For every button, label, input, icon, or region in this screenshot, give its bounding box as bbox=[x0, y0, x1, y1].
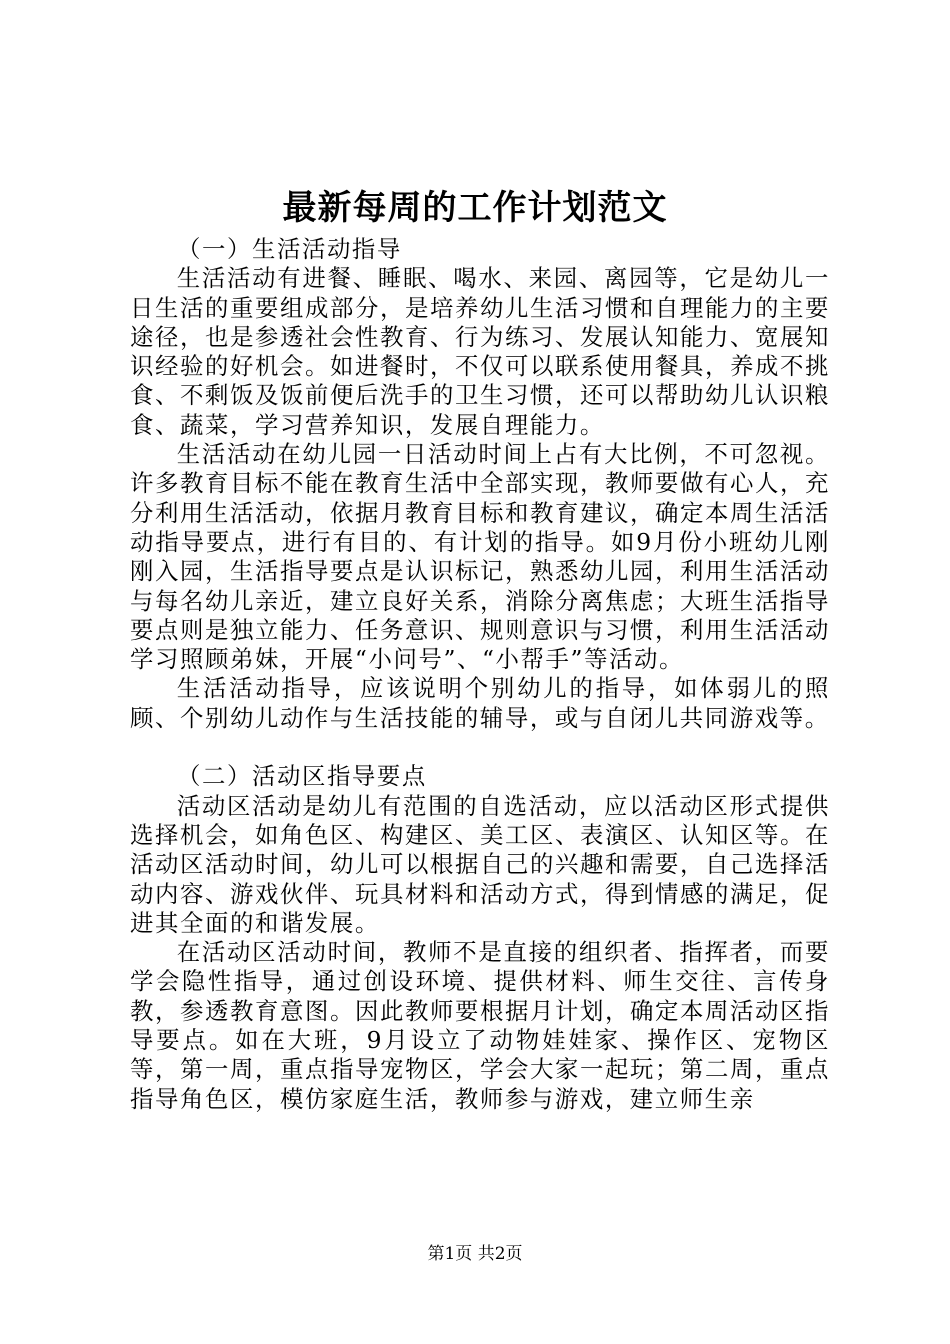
section-heading-1: （一）生活活动指导 bbox=[177, 235, 402, 263]
paragraph: 生活活动指导，应该说明个别幼儿的指导，如体弱儿的照顾、个别幼儿动作与生活技能的辅导，或与自闭儿共同游戏等。 bbox=[130, 674, 830, 732]
paragraph: 生活活动在幼儿园一日活动时间上占有大比例，不可忽视。许多教育目标不能在教育生活中全部实现，教师要做有心人，充分利用生活活动，依据月教育目标和教育建议，确定本周生活活动指导要点，进行有目的、有计划的指导。如9月份小班幼儿刚刚入园，生活指导要点是认识标记，熟悉幼儿园，利用生活活动与每名幼儿亲近，建立良好关系，消除分离焦虑；大班生活指导要点则是独立能力、任务意识、规则意识与习惯，利用生活活动学习照顾弟妹，开展“小问号”、“小帮手”等活动。 bbox=[130, 440, 830, 674]
paragraph: 生活活动有进餐、睡眠、喝水、来园、离园等，它是幼儿一日生活的重要组成部分，是培养幼儿生活习惯和自理能力的主要途径，也是参透社会性教育、行为练习、发展认知能力、宽展知识经验的好机会。如进餐时，不仅可以联系使用餐具，养成不挑食、不剩饭及饭前便后洗手的卫生习惯，还可以帮助幼儿认识粮食、蔬菜，学习营养知识，发展自理能力。 bbox=[130, 264, 830, 439]
paragraph: 活动区活动是幼儿有范围的自选活动，应以活动区形式提供选择机会，如角色区、构建区、美工区、表演区、认知区等。在活动区活动时间，幼儿可以根据自己的兴趣和需要，自己选择活动内容、游戏伙伴、玩具材料和活动方式，得到情感的满足，促进其全面的和谐发展。 bbox=[130, 791, 830, 937]
document-body bbox=[130, 235, 830, 1114]
document-title: 最新每周的工作计划范文 bbox=[282, 188, 668, 228]
paragraph: 在活动区活动时间，教师不是直接的组织者、指挥者，而要学会隐性指导，通过创设环境、提供材料、师生交往、言传身教，参透教育意图。因此教师要根据月计划，确定本周活动区指导要点。如在大班，9月设立了动物娃娃家、操作区、宠物区等，第一周，重点指导宠物区，学会大家一起玩；第二周，重点指导角色区，模仿家庭生活，教师参与游戏，建立师生亲 bbox=[130, 938, 830, 1113]
page-footer: 第1页 共2页 bbox=[427, 1244, 523, 1264]
section-spacer bbox=[130, 733, 830, 762]
section-heading-2: （二）活动区指导要点 bbox=[177, 762, 427, 791]
